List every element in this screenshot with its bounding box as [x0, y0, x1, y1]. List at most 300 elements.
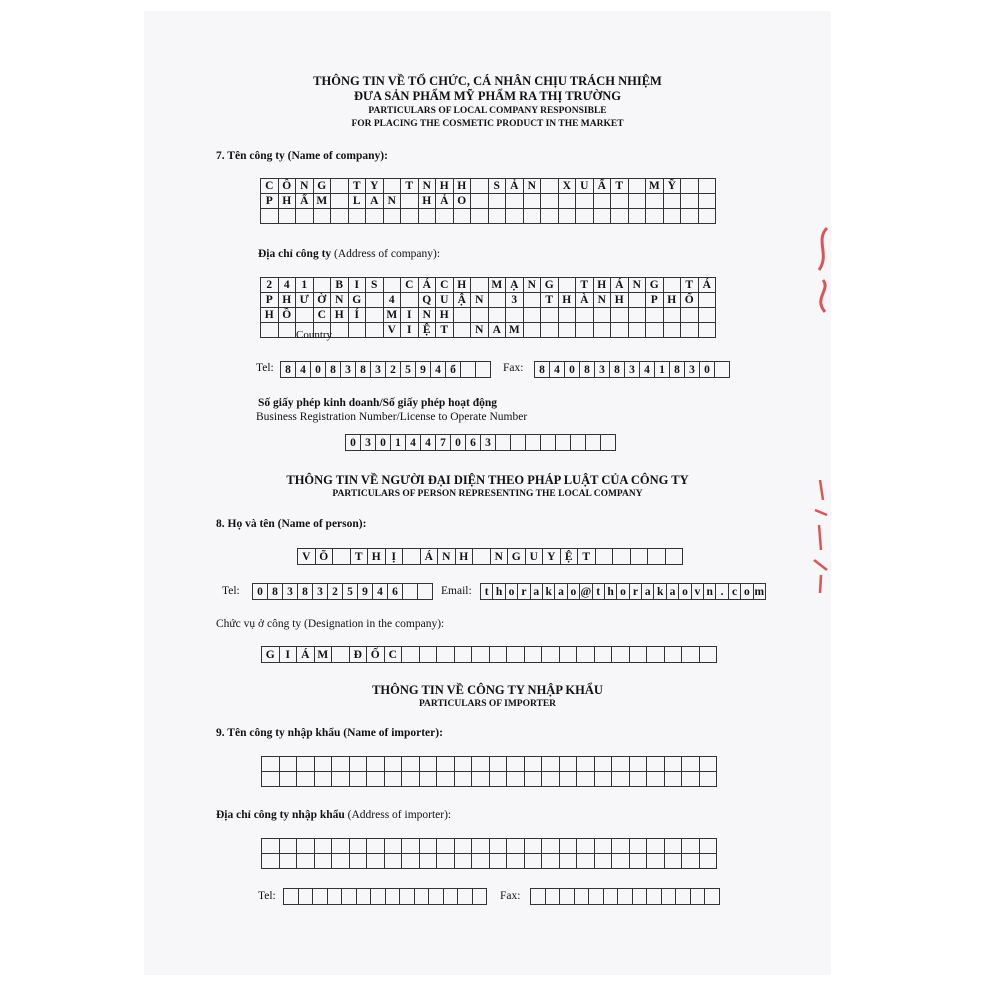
license-cell[interactable]: [571, 435, 586, 451]
company-address-cell[interactable]: [611, 308, 629, 323]
importer-name-cell[interactable]: [472, 757, 490, 772]
company-name-cell[interactable]: H: [436, 179, 454, 194]
importer-fax-cell[interactable]: [633, 889, 648, 905]
company-name-cell[interactable]: L: [349, 194, 367, 209]
company-fax-cell[interactable]: 0: [700, 362, 715, 378]
company-address-cell[interactable]: M: [489, 278, 507, 293]
company-address-cell[interactable]: I: [349, 278, 367, 293]
importer-address-cell[interactable]: [507, 854, 525, 869]
person-tel-cell[interactable]: 8: [268, 584, 283, 600]
company-address-cell[interactable]: [594, 323, 612, 338]
company-address-cell[interactable]: À: [576, 293, 594, 308]
person-tel-cell[interactable]: 0: [253, 584, 268, 600]
importer-address-cell[interactable]: [262, 839, 280, 854]
company-name-cell[interactable]: [489, 209, 507, 224]
importer-tel-cell[interactable]: [342, 889, 357, 905]
company-address-cell[interactable]: I: [401, 308, 419, 323]
company-name-cell[interactable]: [611, 194, 629, 209]
company-name-cell[interactable]: C: [261, 179, 279, 194]
importer-address-cell[interactable]: [525, 854, 543, 869]
company-address-cell[interactable]: [699, 308, 717, 323]
designation-cell[interactable]: [682, 647, 700, 663]
company-name-cell[interactable]: [506, 194, 524, 209]
company-address-cell[interactable]: [366, 308, 384, 323]
company-address-cell[interactable]: [576, 323, 594, 338]
importer-address-cell[interactable]: [332, 854, 350, 869]
company-address-cell[interactable]: [506, 308, 524, 323]
person-name-cell[interactable]: [648, 549, 666, 565]
importer-name-cell[interactable]: [682, 772, 700, 787]
designation-cell[interactable]: [332, 647, 350, 663]
license-cell[interactable]: [586, 435, 601, 451]
importer-name-cell[interactable]: [577, 772, 595, 787]
importer-name-cell[interactable]: [420, 772, 438, 787]
importer-address-cell[interactable]: [385, 839, 403, 854]
person-name-cell[interactable]: N: [438, 549, 456, 565]
company-name-cell[interactable]: [489, 194, 507, 209]
importer-name-cell[interactable]: [560, 772, 578, 787]
company-address-cell[interactable]: V: [384, 323, 402, 338]
company-address-cell[interactable]: [524, 323, 542, 338]
company-name-cell[interactable]: [576, 209, 594, 224]
importer-name-cell[interactable]: [542, 757, 560, 772]
designation-cell[interactable]: [420, 647, 438, 663]
importer-name-cell[interactable]: [385, 772, 403, 787]
importer-fax-cell[interactable]: [604, 889, 619, 905]
company-address-cell[interactable]: T: [436, 323, 454, 338]
company-address-cell[interactable]: C: [314, 308, 332, 323]
company-name-cell[interactable]: Ả: [436, 194, 454, 209]
importer-address-cell[interactable]: [542, 854, 560, 869]
company-address-cell[interactable]: [629, 323, 647, 338]
company-address-cell[interactable]: [646, 308, 664, 323]
importer-name-cell[interactable]: [595, 772, 613, 787]
company-tel-cell[interactable]: 2: [386, 362, 401, 378]
company-address-cell[interactable]: [594, 308, 612, 323]
company-address-cell[interactable]: Ồ: [279, 308, 297, 323]
company-fax-cell[interactable]: 8: [580, 362, 595, 378]
person-email-cell[interactable]: t: [593, 584, 605, 600]
importer-name-cell[interactable]: [490, 772, 508, 787]
license-cell[interactable]: [526, 435, 541, 451]
importer-name-cell[interactable]: [595, 757, 613, 772]
company-name-cell[interactable]: Ẩ: [296, 194, 314, 209]
person-name-cell[interactable]: G: [508, 549, 526, 565]
importer-name-cell[interactable]: [385, 757, 403, 772]
license-cell[interactable]: 0: [451, 435, 466, 451]
designation-cell[interactable]: [472, 647, 490, 663]
company-address-cell[interactable]: [541, 308, 559, 323]
company-address-cell[interactable]: 4: [279, 278, 297, 293]
person-email-cell[interactable]: r: [518, 584, 530, 600]
designation-cell[interactable]: [525, 647, 543, 663]
person-email-cell[interactable]: h: [605, 584, 617, 600]
person-name-cell[interactable]: [666, 549, 684, 565]
importer-name-cell[interactable]: [420, 757, 438, 772]
importer-name-cell[interactable]: [367, 757, 385, 772]
company-address-cell[interactable]: Ệ: [419, 323, 437, 338]
company-tel-cell[interactable]: [476, 362, 491, 378]
importer-address-cell[interactable]: [402, 839, 420, 854]
company-address-cell[interactable]: N: [629, 278, 647, 293]
company-address-cell[interactable]: G: [349, 293, 367, 308]
company-address-cell[interactable]: Ậ: [454, 293, 472, 308]
designation-cell[interactable]: Đ: [350, 647, 368, 663]
company-address-cell[interactable]: [664, 323, 682, 338]
company-name-cell[interactable]: M: [646, 179, 664, 194]
company-name-cell[interactable]: [646, 194, 664, 209]
designation-cell[interactable]: [490, 647, 508, 663]
company-name-cell[interactable]: Ô: [279, 179, 297, 194]
importer-name-cell[interactable]: [402, 757, 420, 772]
importer-address-cell[interactable]: [315, 854, 333, 869]
company-name-cell[interactable]: [471, 194, 489, 209]
company-name-cell[interactable]: [436, 209, 454, 224]
person-email-cell[interactable]: o: [741, 584, 753, 600]
importer-address-cell[interactable]: [350, 854, 368, 869]
importer-address-cell[interactable]: [647, 854, 665, 869]
company-address-cell[interactable]: [471, 278, 489, 293]
importer-tel-cell[interactable]: [284, 889, 299, 905]
importer-name-cell[interactable]: [665, 772, 683, 787]
importer-address-cell[interactable]: [612, 854, 630, 869]
license-cell[interactable]: [511, 435, 526, 451]
designation-cell[interactable]: [665, 647, 683, 663]
person-name-cell[interactable]: [473, 549, 491, 565]
importer-name-cell[interactable]: [315, 757, 333, 772]
importer-address-cell[interactable]: [420, 854, 438, 869]
designation-cell[interactable]: [577, 647, 595, 663]
company-address-cell[interactable]: 3: [506, 293, 524, 308]
importer-tel-cell[interactable]: [429, 889, 444, 905]
company-address-cell[interactable]: T: [576, 278, 594, 293]
company-name-cell[interactable]: N: [296, 179, 314, 194]
person-tel-cell[interactable]: 4: [373, 584, 388, 600]
person-name-cell[interactable]: T: [351, 549, 369, 565]
person-name-cell[interactable]: Õ: [316, 549, 334, 565]
company-address-cell[interactable]: [349, 323, 367, 338]
company-address-cell[interactable]: G: [646, 278, 664, 293]
importer-name-cell[interactable]: [437, 757, 455, 772]
company-address-cell[interactable]: H: [331, 308, 349, 323]
company-fax-cell[interactable]: 8: [670, 362, 685, 378]
importer-name-cell[interactable]: [647, 772, 665, 787]
company-address-cell[interactable]: B: [331, 278, 349, 293]
company-address-cell[interactable]: [664, 308, 682, 323]
designation-cell[interactable]: [560, 647, 578, 663]
person-name-cell[interactable]: [631, 549, 649, 565]
importer-tel-cell[interactable]: [328, 889, 343, 905]
company-address-cell[interactable]: T: [681, 278, 699, 293]
importer-name-cell[interactable]: [455, 772, 473, 787]
company-address-cell[interactable]: M: [506, 323, 524, 338]
person-email-cell[interactable]: o: [679, 584, 691, 600]
importer-name-cell[interactable]: [630, 757, 648, 772]
importer-address-cell[interactable]: [630, 854, 648, 869]
company-fax-cell[interactable]: 3: [625, 362, 640, 378]
company-address-cell[interactable]: H: [454, 278, 472, 293]
importer-tel-cell[interactable]: [386, 889, 401, 905]
person-email-cell[interactable]: a: [531, 584, 543, 600]
importer-address-cell[interactable]: [595, 854, 613, 869]
company-address-cell[interactable]: N: [594, 293, 612, 308]
company-name-cell[interactable]: N: [524, 179, 542, 194]
company-name-cell[interactable]: [279, 209, 297, 224]
importer-name-cell[interactable]: [297, 757, 315, 772]
importer-name-cell[interactable]: [455, 757, 473, 772]
company-address-cell[interactable]: Á: [419, 278, 437, 293]
person-email-cell[interactable]: a: [667, 584, 679, 600]
company-name-cell[interactable]: H: [279, 194, 297, 209]
person-email-cell[interactable]: h: [493, 584, 505, 600]
importer-name-cell[interactable]: [280, 757, 298, 772]
company-name-cell[interactable]: U: [576, 179, 594, 194]
importer-fax-cell[interactable]: [546, 889, 561, 905]
company-address-cell[interactable]: [611, 323, 629, 338]
importer-address-cell[interactable]: [455, 854, 473, 869]
company-address-cell[interactable]: [471, 308, 489, 323]
company-tel-cell[interactable]: 8: [326, 362, 341, 378]
company-address-cell[interactable]: [664, 278, 682, 293]
company-name-cell[interactable]: [559, 194, 577, 209]
importer-address-cell[interactable]: [490, 839, 508, 854]
company-address-cell[interactable]: N: [524, 278, 542, 293]
company-fax-cell[interactable]: 8: [610, 362, 625, 378]
importer-fax-cell[interactable]: [618, 889, 633, 905]
importer-address-cell[interactable]: [472, 839, 490, 854]
designation-cell[interactable]: Á: [297, 647, 315, 663]
company-fax-cell[interactable]: 0: [565, 362, 580, 378]
company-name-cell[interactable]: [471, 179, 489, 194]
company-name-cell[interactable]: Ả: [506, 179, 524, 194]
person-name-cell[interactable]: U: [526, 549, 544, 565]
license-cell[interactable]: 1: [391, 435, 406, 451]
company-name-cell[interactable]: [524, 209, 542, 224]
importer-address-cell[interactable]: [402, 854, 420, 869]
person-email-cell[interactable]: m: [754, 586, 765, 598]
person-name-cell[interactable]: [333, 549, 351, 565]
company-address-cell[interactable]: [559, 308, 577, 323]
person-email-cell[interactable]: o: [568, 584, 580, 600]
designation-cell[interactable]: [630, 647, 648, 663]
company-name-cell[interactable]: N: [384, 194, 402, 209]
company-name-cell[interactable]: [664, 194, 682, 209]
importer-address-cell[interactable]: [297, 854, 315, 869]
person-tel-cell[interactable]: 3: [283, 584, 298, 600]
designation-cell[interactable]: [700, 647, 718, 663]
importer-name-cell[interactable]: [280, 772, 298, 787]
company-address-cell[interactable]: [629, 293, 647, 308]
company-name-cell[interactable]: [629, 179, 647, 194]
importer-name-cell[interactable]: [665, 757, 683, 772]
company-name-cell[interactable]: X: [559, 179, 577, 194]
company-tel-cell[interactable]: 8: [281, 362, 296, 378]
company-address-cell[interactable]: [331, 323, 349, 338]
company-address-cell[interactable]: [314, 278, 332, 293]
importer-name-cell[interactable]: [350, 757, 368, 772]
person-name-cell[interactable]: H: [456, 549, 474, 565]
company-fax-cell[interactable]: [715, 362, 730, 378]
company-name-cell[interactable]: [454, 209, 472, 224]
company-address-cell[interactable]: Á: [699, 278, 717, 293]
company-address-cell[interactable]: H: [559, 293, 577, 308]
person-name-cell[interactable]: N: [491, 549, 509, 565]
company-name-cell[interactable]: [541, 209, 559, 224]
company-address-cell[interactable]: Á: [611, 278, 629, 293]
company-name-cell[interactable]: A: [366, 194, 384, 209]
importer-address-cell[interactable]: [297, 839, 315, 854]
license-cell[interactable]: [541, 435, 556, 451]
importer-address-cell[interactable]: [367, 854, 385, 869]
importer-address-cell[interactable]: [700, 839, 718, 854]
importer-address-cell[interactable]: [647, 839, 665, 854]
company-tel-cell[interactable]: 0: [311, 362, 326, 378]
person-name-cell[interactable]: Ệ: [561, 549, 579, 565]
importer-name-cell[interactable]: [367, 772, 385, 787]
company-fax-cell[interactable]: 1: [655, 362, 670, 378]
company-name-cell[interactable]: [331, 194, 349, 209]
importer-address-cell[interactable]: [560, 854, 578, 869]
importer-address-cell[interactable]: [630, 839, 648, 854]
person-email-cell[interactable]: c: [729, 584, 741, 600]
importer-fax-cell[interactable]: [531, 889, 546, 905]
person-tel-cell[interactable]: 9: [358, 584, 373, 600]
company-address-cell[interactable]: C: [401, 278, 419, 293]
company-address-cell[interactable]: [541, 323, 559, 338]
designation-cell[interactable]: [595, 647, 613, 663]
importer-fax-cell[interactable]: [691, 889, 706, 905]
license-cell[interactable]: 4: [421, 435, 436, 451]
company-address-cell[interactable]: [489, 293, 507, 308]
person-tel-cell[interactable]: 8: [298, 584, 313, 600]
importer-address-cell[interactable]: [385, 854, 403, 869]
company-name-cell[interactable]: H: [454, 179, 472, 194]
company-address-cell[interactable]: [366, 293, 384, 308]
company-address-cell[interactable]: [384, 278, 402, 293]
person-email-cell[interactable]: o: [506, 584, 518, 600]
importer-fax-cell[interactable]: [705, 889, 720, 905]
company-tel-cell[interactable]: б: [446, 362, 461, 378]
company-address-cell[interactable]: [629, 308, 647, 323]
importer-name-cell[interactable]: [507, 757, 525, 772]
importer-name-cell[interactable]: [525, 772, 543, 787]
company-name-cell[interactable]: [699, 194, 717, 209]
company-name-cell[interactable]: [296, 209, 314, 224]
importer-name-cell[interactable]: [612, 757, 630, 772]
company-address-cell[interactable]: H: [279, 293, 297, 308]
company-address-cell[interactable]: [489, 308, 507, 323]
company-name-cell[interactable]: [541, 194, 559, 209]
company-address-cell[interactable]: P: [261, 293, 279, 308]
company-address-cell[interactable]: Ư: [296, 293, 314, 308]
importer-address-cell[interactable]: [577, 854, 595, 869]
person-tel-cell[interactable]: [418, 584, 433, 600]
company-address-cell[interactable]: [699, 293, 717, 308]
designation-cell[interactable]: [437, 647, 455, 663]
company-address-cell[interactable]: 2: [261, 278, 279, 293]
license-cell[interactable]: 4: [406, 435, 421, 451]
designation-cell[interactable]: [507, 647, 525, 663]
license-cell[interactable]: 7: [436, 435, 451, 451]
company-name-cell[interactable]: [646, 209, 664, 224]
person-tel-cell[interactable]: 5: [343, 584, 358, 600]
importer-fax-cell[interactable]: [575, 889, 590, 905]
company-name-cell[interactable]: [699, 209, 717, 224]
importer-tel-cell[interactable]: [415, 889, 430, 905]
person-name-cell[interactable]: V: [298, 549, 316, 565]
company-address-cell[interactable]: [454, 308, 472, 323]
company-name-cell[interactable]: [419, 209, 437, 224]
importer-address-cell[interactable]: [577, 839, 595, 854]
importer-address-cell[interactable]: [472, 854, 490, 869]
importer-name-cell[interactable]: [332, 772, 350, 787]
importer-address-cell[interactable]: [280, 854, 298, 869]
company-name-cell[interactable]: [594, 209, 612, 224]
person-email-cell[interactable]: k: [543, 584, 555, 600]
importer-tel-cell[interactable]: [458, 889, 473, 905]
company-address-cell[interactable]: 4: [384, 293, 402, 308]
company-address-cell[interactable]: [454, 323, 472, 338]
company-name-cell[interactable]: O: [454, 194, 472, 209]
company-address-cell[interactable]: S: [366, 278, 384, 293]
company-address-cell[interactable]: [524, 293, 542, 308]
license-cell[interactable]: 3: [481, 435, 496, 451]
importer-fax-cell[interactable]: [560, 889, 575, 905]
importer-name-cell[interactable]: [350, 772, 368, 787]
importer-name-cell[interactable]: [262, 772, 280, 787]
person-email-cell[interactable]: a: [555, 584, 567, 600]
importer-tel-cell[interactable]: [371, 889, 386, 905]
importer-address-cell[interactable]: [280, 839, 298, 854]
person-tel-cell[interactable]: [403, 584, 418, 600]
importer-name-cell[interactable]: [612, 772, 630, 787]
company-address-cell[interactable]: A: [489, 323, 507, 338]
importer-tel-cell[interactable]: [444, 889, 459, 905]
person-email-cell[interactable]: .: [716, 584, 728, 600]
company-address-cell[interactable]: N: [419, 308, 437, 323]
company-address-cell[interactable]: [524, 308, 542, 323]
license-cell[interactable]: [601, 435, 616, 451]
company-name-cell[interactable]: [506, 209, 524, 224]
company-address-cell[interactable]: Ố: [681, 293, 699, 308]
designation-cell[interactable]: Ố: [367, 647, 385, 663]
company-address-cell[interactable]: [261, 323, 279, 338]
person-email-cell[interactable]: v: [692, 584, 704, 600]
person-tel-cell[interactable]: 3: [313, 584, 328, 600]
importer-name-cell[interactable]: [525, 757, 543, 772]
company-name-cell[interactable]: Ấ: [594, 179, 612, 194]
importer-address-cell[interactable]: [420, 839, 438, 854]
importer-address-cell[interactable]: [612, 839, 630, 854]
importer-address-cell[interactable]: [332, 839, 350, 854]
company-name-cell[interactable]: N: [419, 179, 437, 194]
company-name-cell[interactable]: [576, 194, 594, 209]
importer-name-cell[interactable]: [402, 772, 420, 787]
importer-tel-cell[interactable]: [313, 889, 328, 905]
company-name-cell[interactable]: [699, 179, 717, 194]
license-cell[interactable]: [556, 435, 571, 451]
importer-name-cell[interactable]: [542, 772, 560, 787]
company-name-cell[interactable]: [261, 209, 279, 224]
importer-name-cell[interactable]: [560, 757, 578, 772]
importer-name-cell[interactable]: [490, 757, 508, 772]
person-tel-cell[interactable]: 2: [328, 584, 343, 600]
company-address-cell[interactable]: I: [401, 323, 419, 338]
company-address-cell[interactable]: [576, 308, 594, 323]
company-address-cell[interactable]: H: [261, 308, 279, 323]
license-cell[interactable]: [496, 435, 511, 451]
company-address-cell[interactable]: Ờ: [314, 293, 332, 308]
